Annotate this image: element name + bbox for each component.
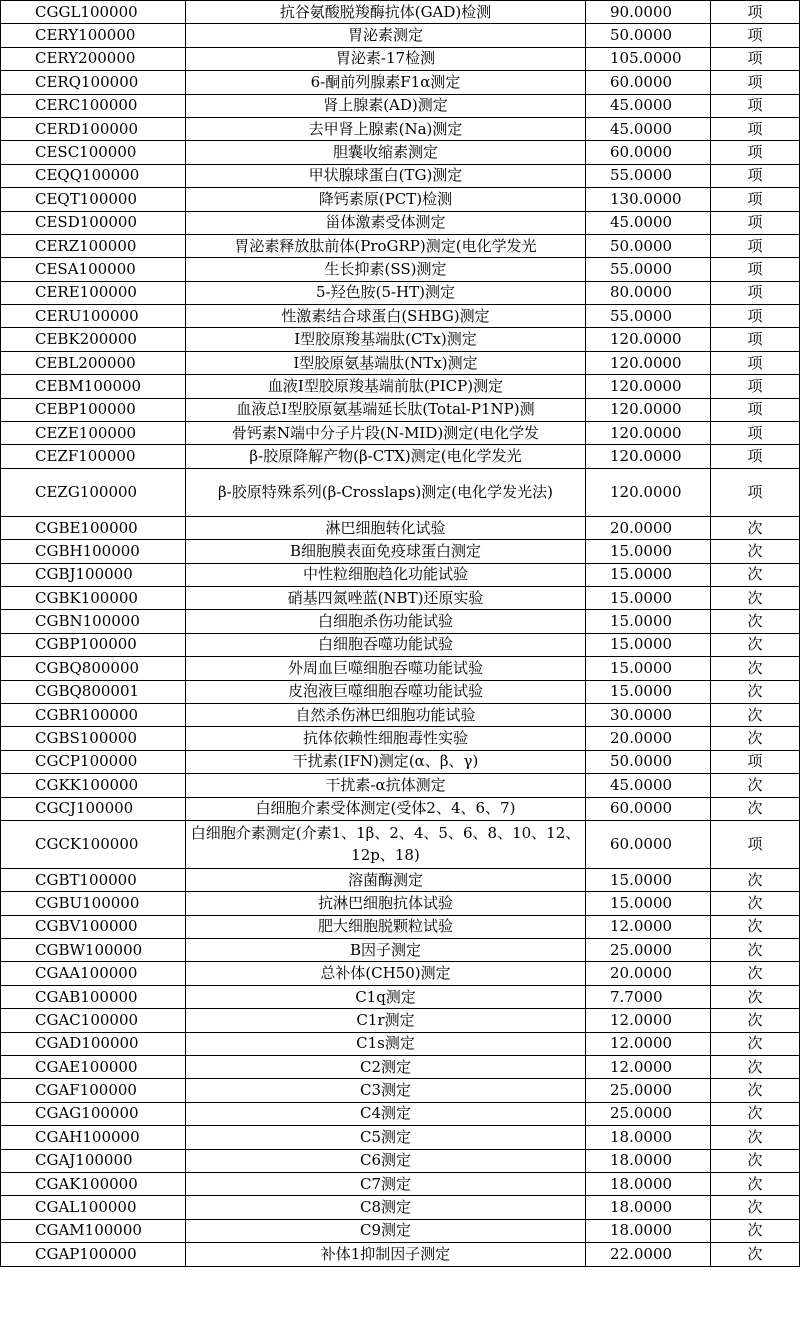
item-unit-cell: 项 <box>711 94 800 117</box>
table-row <box>1 47 800 70</box>
item-unit-cell: 项 <box>711 71 800 94</box>
item-price-cell: 20.0000 <box>586 962 711 985</box>
item-unit-cell: 次 <box>711 915 800 938</box>
item-price-cell: 55.0000 <box>586 258 711 281</box>
table-row <box>1 586 800 609</box>
table-row <box>1 351 800 374</box>
table-row <box>1 1126 800 1149</box>
table-row <box>1 117 800 140</box>
item-code-cell: CGCP100000 <box>1 750 186 773</box>
item-name-cell: 胃泌素测定 <box>186 24 586 47</box>
item-price-cell: 90.0000 <box>586 1 711 24</box>
item-name-cell: Ⅰ型胶原氨基端肽(NTx)测定 <box>186 351 586 374</box>
fee-table-body <box>1 1 800 1267</box>
table-row <box>1 94 800 117</box>
item-code-cell: CGBS100000 <box>1 727 186 750</box>
item-name-cell: 去甲肾上腺素(Na)测定 <box>186 117 586 140</box>
item-unit-cell: 次 <box>711 657 800 680</box>
item-code-cell: CGAP100000 <box>1 1243 186 1266</box>
item-code-cell: CGAC100000 <box>1 1009 186 1032</box>
table-row <box>1 703 800 726</box>
item-unit-cell: 项 <box>711 234 800 257</box>
item-unit-cell: 次 <box>711 727 800 750</box>
item-code-cell: CGBW100000 <box>1 939 186 962</box>
item-name-cell: C7测定 <box>186 1172 586 1195</box>
table-row <box>1 1009 800 1032</box>
table-row <box>1 211 800 234</box>
item-unit-cell: 次 <box>711 633 800 656</box>
item-price-cell: 25.0000 <box>586 1102 711 1125</box>
item-code-cell: CEBK200000 <box>1 328 186 351</box>
item-price-cell: 45.0000 <box>586 211 711 234</box>
item-code-cell: CERQ100000 <box>1 71 186 94</box>
table-row <box>1 657 800 680</box>
item-unit-cell: 次 <box>711 1009 800 1032</box>
item-code-cell: CEZG100000 <box>1 468 186 516</box>
item-unit-cell: 次 <box>711 1149 800 1172</box>
item-name-cell: 外周血巨噬细胞吞噬功能试验 <box>186 657 586 680</box>
table-row <box>1 1079 800 1102</box>
table-row <box>1 141 800 164</box>
item-unit-cell: 次 <box>711 939 800 962</box>
item-code-cell: CEZF100000 <box>1 445 186 468</box>
table-row <box>1 1032 800 1055</box>
item-code-cell: CGBN100000 <box>1 610 186 633</box>
item-name-cell: 自然杀伤淋巴细胞功能试验 <box>186 703 586 726</box>
item-code-cell: CERY200000 <box>1 47 186 70</box>
item-unit-cell: 次 <box>711 1243 800 1266</box>
item-unit-cell: 项 <box>711 164 800 187</box>
item-price-cell: 18.0000 <box>586 1126 711 1149</box>
item-name-cell: β-胶原降解产物(β-CTX)测定(电化学发光 <box>186 445 586 468</box>
table-row <box>1 915 800 938</box>
item-code-cell: CGAA100000 <box>1 962 186 985</box>
item-unit-cell: 次 <box>711 892 800 915</box>
item-name-cell: 干扰素(IFN)测定(α、β、γ) <box>186 750 586 773</box>
item-unit-cell: 次 <box>711 1126 800 1149</box>
item-unit-cell: 次 <box>711 516 800 539</box>
item-unit-cell: 次 <box>711 797 800 820</box>
table-row <box>1 774 800 797</box>
item-code-cell: CGAH100000 <box>1 1126 186 1149</box>
item-unit-cell: 项 <box>711 351 800 374</box>
item-price-cell: 22.0000 <box>586 1243 711 1266</box>
table-row <box>1 1243 800 1266</box>
item-unit-cell: 项 <box>711 820 800 868</box>
item-name-cell: 抗淋巴细胞抗体试验 <box>186 892 586 915</box>
item-name-cell: 甲状腺球蛋白(TG)测定 <box>186 164 586 187</box>
item-price-cell: 20.0000 <box>586 516 711 539</box>
item-code-cell: CGAL100000 <box>1 1196 186 1219</box>
item-code-cell: CEZE100000 <box>1 422 186 445</box>
item-unit-cell: 次 <box>711 1032 800 1055</box>
item-unit-cell: 次 <box>711 1172 800 1195</box>
item-price-cell: 18.0000 <box>586 1172 711 1195</box>
item-unit-cell: 次 <box>711 703 800 726</box>
item-name-cell: 甾体激素受体测定 <box>186 211 586 234</box>
item-unit-cell: 次 <box>711 1196 800 1219</box>
item-name-cell: C1s测定 <box>186 1032 586 1055</box>
table-row <box>1 797 800 820</box>
item-price-cell: 80.0000 <box>586 281 711 304</box>
item-price-cell: 55.0000 <box>586 305 711 328</box>
item-name-cell: 白细胞杀伤功能试验 <box>186 610 586 633</box>
item-name-cell: 补体1抑制因子测定 <box>186 1243 586 1266</box>
item-code-cell: CGAJ100000 <box>1 1149 186 1172</box>
item-unit-cell: 项 <box>711 188 800 211</box>
table-row <box>1 1 800 24</box>
table-row <box>1 868 800 891</box>
item-price-cell: 15.0000 <box>586 868 711 891</box>
item-unit-cell: 项 <box>711 141 800 164</box>
item-name-cell: 血液总Ⅰ型胶原氨基端延长肽(Total-P1NP)测 <box>186 398 586 421</box>
item-unit-cell: 次 <box>711 1056 800 1079</box>
item-name-cell: 皮泡液巨噬细胞吞噬功能试验 <box>186 680 586 703</box>
item-name-cell: 胃泌素-17检测 <box>186 47 586 70</box>
item-name-cell: 干扰素-α抗体测定 <box>186 774 586 797</box>
item-name-cell: 白细胞介素测定(介素1、1β、2、4、5、6、8、10、12、12p、18) <box>186 820 586 868</box>
table-row <box>1 71 800 94</box>
item-code-cell: CGAD100000 <box>1 1032 186 1055</box>
item-unit-cell: 次 <box>711 563 800 586</box>
item-code-cell: CGCK100000 <box>1 820 186 868</box>
item-code-cell: CGAK100000 <box>1 1172 186 1195</box>
item-code-cell: CGBP100000 <box>1 633 186 656</box>
item-price-cell: 15.0000 <box>586 563 711 586</box>
item-price-cell: 12.0000 <box>586 915 711 938</box>
table-row <box>1 422 800 445</box>
item-unit-cell: 项 <box>711 328 800 351</box>
item-code-cell: CGBE100000 <box>1 516 186 539</box>
item-code-cell: CGCJ100000 <box>1 797 186 820</box>
item-code-cell: CGBJ100000 <box>1 563 186 586</box>
item-code-cell: CGGL100000 <box>1 1 186 24</box>
item-price-cell: 45.0000 <box>586 117 711 140</box>
item-unit-cell: 次 <box>711 962 800 985</box>
item-price-cell: 30.0000 <box>586 703 711 726</box>
item-price-cell: 60.0000 <box>586 820 711 868</box>
item-code-cell: CEBP100000 <box>1 398 186 421</box>
item-name-cell: B细胞膜表面免疫球蛋白测定 <box>186 540 586 563</box>
item-code-cell: CGAE100000 <box>1 1056 186 1079</box>
table-row <box>1 258 800 281</box>
item-name-cell: 白细胞介素受体测定(受体2、4、6、7) <box>186 797 586 820</box>
table-row <box>1 188 800 211</box>
item-code-cell: CERZ100000 <box>1 234 186 257</box>
item-code-cell: CGAG100000 <box>1 1102 186 1125</box>
table-row <box>1 939 800 962</box>
item-code-cell: CGBV100000 <box>1 915 186 938</box>
table-row <box>1 727 800 750</box>
item-name-cell: β-胶原特殊系列(β-Crosslaps)测定(电化学发光法) <box>186 468 586 516</box>
item-code-cell: CGAB100000 <box>1 985 186 1008</box>
item-code-cell: CGBH100000 <box>1 540 186 563</box>
item-name-cell: 6-酮前列腺素F1α测定 <box>186 71 586 94</box>
item-name-cell: 肾上腺素(AD)测定 <box>186 94 586 117</box>
item-name-cell: 肥大细胞脱颗粒试验 <box>186 915 586 938</box>
item-name-cell: C2测定 <box>186 1056 586 1079</box>
item-unit-cell: 项 <box>711 422 800 445</box>
item-price-cell: 50.0000 <box>586 24 711 47</box>
item-code-cell: CEBL200000 <box>1 351 186 374</box>
item-unit-cell: 次 <box>711 1079 800 1102</box>
item-code-cell: CERY100000 <box>1 24 186 47</box>
table-row <box>1 1219 800 1242</box>
item-price-cell: 18.0000 <box>586 1196 711 1219</box>
item-code-cell: CERE100000 <box>1 281 186 304</box>
item-name-cell: 中性粒细胞趋化功能试验 <box>186 563 586 586</box>
item-unit-cell: 项 <box>711 117 800 140</box>
item-name-cell: Ⅰ型胶原羧基端肽(CTx)测定 <box>186 328 586 351</box>
item-unit-cell: 项 <box>711 47 800 70</box>
item-unit-cell: 次 <box>711 985 800 1008</box>
item-price-cell: 12.0000 <box>586 1056 711 1079</box>
item-code-cell: CGBT100000 <box>1 868 186 891</box>
item-unit-cell: 项 <box>711 468 800 516</box>
item-unit-cell: 项 <box>711 258 800 281</box>
item-price-cell: 45.0000 <box>586 774 711 797</box>
item-name-cell: 抗体依赖性细胞毒性实验 <box>186 727 586 750</box>
item-unit-cell: 次 <box>711 610 800 633</box>
item-price-cell: 120.0000 <box>586 351 711 374</box>
item-price-cell: 50.0000 <box>586 234 711 257</box>
table-row <box>1 750 800 773</box>
item-name-cell: C1r测定 <box>186 1009 586 1032</box>
item-price-cell: 18.0000 <box>586 1149 711 1172</box>
item-price-cell: 15.0000 <box>586 657 711 680</box>
item-unit-cell: 项 <box>711 305 800 328</box>
table-row <box>1 398 800 421</box>
table-row <box>1 610 800 633</box>
item-name-cell: 5-羟色胺(5-HT)测定 <box>186 281 586 304</box>
table-row <box>1 892 800 915</box>
item-price-cell: 15.0000 <box>586 680 711 703</box>
item-price-cell: 60.0000 <box>586 141 711 164</box>
item-price-cell: 20.0000 <box>586 727 711 750</box>
item-code-cell: CERU100000 <box>1 305 186 328</box>
item-name-cell: C9测定 <box>186 1219 586 1242</box>
item-price-cell: 120.0000 <box>586 375 711 398</box>
table-row <box>1 985 800 1008</box>
item-name-cell: 淋巴细胞转化试验 <box>186 516 586 539</box>
item-unit-cell: 次 <box>711 586 800 609</box>
item-code-cell: CGBQ800000 <box>1 657 186 680</box>
item-code-cell: CESD100000 <box>1 211 186 234</box>
table-row <box>1 516 800 539</box>
item-name-cell: 抗谷氨酸脱羧酶抗体(GAD)检测 <box>186 1 586 24</box>
table-row <box>1 1172 800 1195</box>
item-code-cell: CESC100000 <box>1 141 186 164</box>
item-name-cell: B因子测定 <box>186 939 586 962</box>
item-price-cell: 120.0000 <box>586 422 711 445</box>
item-name-cell: C4测定 <box>186 1102 586 1125</box>
item-name-cell: 性激素结合球蛋白(SHBG)测定 <box>186 305 586 328</box>
table-row <box>1 445 800 468</box>
item-code-cell: CEBM100000 <box>1 375 186 398</box>
item-name-cell: C1q测定 <box>186 985 586 1008</box>
item-unit-cell: 项 <box>711 445 800 468</box>
item-code-cell: CGBU100000 <box>1 892 186 915</box>
item-name-cell: 生长抑素(SS)测定 <box>186 258 586 281</box>
item-price-cell: 55.0000 <box>586 164 711 187</box>
item-unit-cell: 项 <box>711 24 800 47</box>
table-row <box>1 328 800 351</box>
table-row <box>1 962 800 985</box>
item-name-cell: 白细胞吞噬功能试验 <box>186 633 586 656</box>
item-code-cell: CGBQ800001 <box>1 680 186 703</box>
item-price-cell: 7.7000 <box>586 985 711 1008</box>
item-code-cell: CGBR100000 <box>1 703 186 726</box>
table-row <box>1 305 800 328</box>
table-row <box>1 633 800 656</box>
table-row <box>1 563 800 586</box>
item-name-cell: C8测定 <box>186 1196 586 1219</box>
item-code-cell: CESA100000 <box>1 258 186 281</box>
item-name-cell: C6测定 <box>186 1149 586 1172</box>
item-price-cell: 60.0000 <box>586 71 711 94</box>
item-name-cell: 硝基四氮唑蓝(NBT)还原实验 <box>186 586 586 609</box>
item-unit-cell: 项 <box>711 1 800 24</box>
item-price-cell: 60.0000 <box>586 797 711 820</box>
item-price-cell: 15.0000 <box>586 892 711 915</box>
item-unit-cell: 次 <box>711 774 800 797</box>
item-code-cell: CGBK100000 <box>1 586 186 609</box>
item-unit-cell: 项 <box>711 398 800 421</box>
item-code-cell: CERC100000 <box>1 94 186 117</box>
item-unit-cell: 项 <box>711 211 800 234</box>
table-row <box>1 1149 800 1172</box>
item-name-cell: 血液Ⅰ型胶原羧基端前肽(PICP)测定 <box>186 375 586 398</box>
table-row <box>1 1056 800 1079</box>
item-price-cell: 25.0000 <box>586 1079 711 1102</box>
item-unit-cell: 项 <box>711 750 800 773</box>
table-row <box>1 1196 800 1219</box>
item-name-cell: 总补体(CH50)测定 <box>186 962 586 985</box>
item-name-cell: C5测定 <box>186 1126 586 1149</box>
item-price-cell: 45.0000 <box>586 94 711 117</box>
item-unit-cell: 次 <box>711 680 800 703</box>
item-unit-cell: 次 <box>711 540 800 563</box>
item-price-cell: 105.0000 <box>586 47 711 70</box>
item-code-cell: CGKK100000 <box>1 774 186 797</box>
item-code-cell: CEQT100000 <box>1 188 186 211</box>
item-unit-cell: 次 <box>711 1102 800 1125</box>
item-price-cell: 12.0000 <box>586 1032 711 1055</box>
item-name-cell: 胃泌素释放肽前体(ProGRP)测定(电化学发光 <box>186 234 586 257</box>
table-row <box>1 680 800 703</box>
item-price-cell: 120.0000 <box>586 468 711 516</box>
item-price-cell: 120.0000 <box>586 445 711 468</box>
item-name-cell: 胆囊收缩素测定 <box>186 141 586 164</box>
item-price-cell: 120.0000 <box>586 398 711 421</box>
table-row <box>1 540 800 563</box>
item-name-cell: 降钙素原(PCT)检测 <box>186 188 586 211</box>
item-price-cell: 25.0000 <box>586 939 711 962</box>
table-row <box>1 820 800 868</box>
table-row <box>1 1102 800 1125</box>
item-price-cell: 15.0000 <box>586 586 711 609</box>
item-unit-cell: 项 <box>711 375 800 398</box>
item-price-cell: 130.0000 <box>586 188 711 211</box>
item-price-cell: 15.0000 <box>586 633 711 656</box>
item-name-cell: C3测定 <box>186 1079 586 1102</box>
item-code-cell: CERD100000 <box>1 117 186 140</box>
table-row <box>1 375 800 398</box>
item-unit-cell: 项 <box>711 281 800 304</box>
table-row <box>1 164 800 187</box>
table-row <box>1 234 800 257</box>
item-price-cell: 18.0000 <box>586 1219 711 1242</box>
item-name-cell: 骨钙素N端中分子片段(N-MID)测定(电化学发 <box>186 422 586 445</box>
item-price-cell: 15.0000 <box>586 540 711 563</box>
item-code-cell: CEQQ100000 <box>1 164 186 187</box>
item-unit-cell: 次 <box>711 1219 800 1242</box>
item-price-cell: 12.0000 <box>586 1009 711 1032</box>
table-row <box>1 24 800 47</box>
item-price-cell: 120.0000 <box>586 328 711 351</box>
item-code-cell: CGAF100000 <box>1 1079 186 1102</box>
item-price-cell: 50.0000 <box>586 750 711 773</box>
table-row <box>1 281 800 304</box>
item-price-cell: 15.0000 <box>586 610 711 633</box>
table-row <box>1 468 800 516</box>
item-unit-cell: 次 <box>711 868 800 891</box>
item-code-cell: CGAM100000 <box>1 1219 186 1242</box>
item-name-cell: 溶菌酶测定 <box>186 868 586 891</box>
